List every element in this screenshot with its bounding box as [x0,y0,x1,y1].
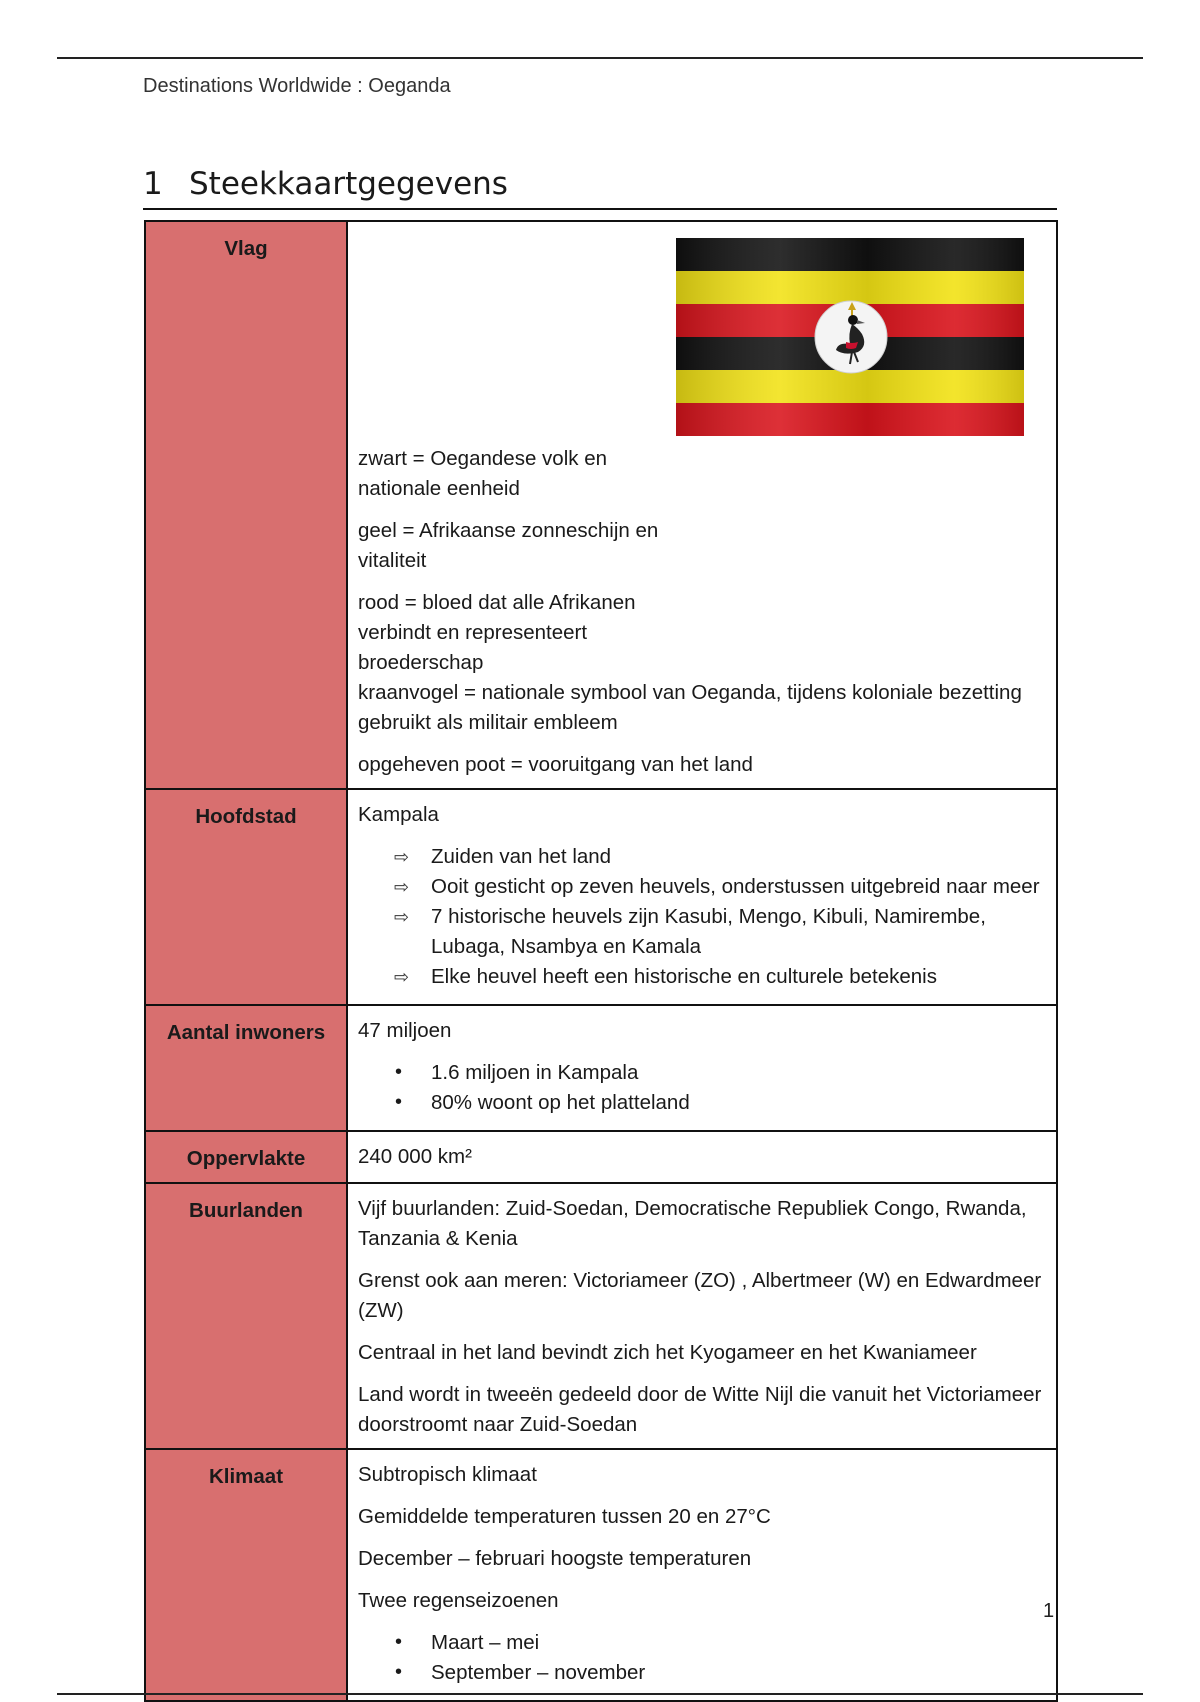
vlag-item-leg: opgeheven poot = vooruitgang van het land [358,753,753,776]
arrow-icon: ⇨ [394,847,410,867]
label-buurlanden: Buurlanden [145,1183,347,1449]
label-oppervlakte: Oppervlakte [145,1131,347,1183]
row-vlag [145,221,1057,789]
list-item-text: 7 historische heuvels zijn Kasubi, Mengo, Kibuli, Namirembe, Lubaga, Nsambya en Kamala [431,905,986,958]
inwoners-value: 47 miljoen [358,1019,452,1042]
content-oppervlakte [347,1131,1057,1183]
label-hoofdstad: Hoofdstad [145,789,347,1005]
vlag-item-black: zwart = Oegandese volk en nationale eenheid [358,447,607,500]
hoofdstad-list [358,842,1044,992]
inwoners-list [358,1058,1044,1118]
running-header: Destinations Worldwide : Oeganda [143,75,451,97]
klimaat-item: Gemiddelde temperaturen tussen 20 en 27°C [358,1505,771,1528]
row-oppervlakte [145,1131,1057,1183]
list-item [358,842,1044,872]
vlag-item-red: rood = bloed dat alle Afrikanen verbindt en representeert broederschap [358,591,636,674]
vlag-item-yellow: geel = Afrikaanse zonneschijn en vitaliteit [358,519,659,572]
list-item [358,1628,1044,1658]
content-inwoners [347,1005,1057,1131]
content-vlag [347,221,1057,789]
buurlanden-item: Land wordt in tweeën gedeeld door de Witte Nijl die vanuit het Victoriameer doorstroomt naar Zuid-Soedan [358,1383,1042,1436]
klimaat-item: Twee regenseizoenen [358,1589,559,1612]
list-item-text: Zuiden van het land [431,845,612,868]
content-klimaat [347,1449,1057,1701]
klimaat-item: December – februari hoogste temperaturen [358,1547,752,1570]
hoofdstad-value: Kampala [358,803,439,826]
section-title: Steekkaartgegevens [189,166,508,202]
row-buurlanden [145,1183,1057,1449]
list-item-text: 80% woont op het platteland [431,1091,690,1114]
label-inwoners: Aantal inwoners [145,1005,347,1131]
page-number: 1 [1043,1600,1055,1622]
fact-table [144,220,1058,1702]
bullet-icon: • [395,1661,403,1683]
klimaat-list [358,1628,1044,1688]
bullet-icon: • [395,1631,403,1653]
list-item [358,1658,1044,1688]
crane-emblem [815,301,887,373]
label-vlag: Vlag [145,221,347,789]
buurlanden-item: Vijf buurlanden: Zuid-Soedan, Democratische Republiek Congo, Rwanda, Tanzania & Kenia [358,1197,1027,1250]
bullet-icon: • [395,1091,403,1113]
arrow-icon: ⇨ [394,907,410,927]
klimaat-item: Subtropisch klimaat [358,1463,537,1486]
list-item [358,902,1044,962]
header-rule [57,57,1143,59]
section-number: 1 [143,166,163,202]
list-item-text: Maart – mei [431,1631,540,1654]
content-buurlanden [347,1183,1057,1449]
list-item [358,962,1044,992]
list-item [358,872,1044,902]
content-hoofdstad [347,789,1057,1005]
buurlanden-item: Centraal in het land bevindt zich het Kyogameer en het Kwaniameer [358,1341,977,1364]
row-inwoners [145,1005,1057,1131]
buurlanden-item: Grenst ook aan meren: Victoriameer (ZO) , Albertmeer (W) en Edwardmeer (ZW) [358,1269,1042,1322]
vlag-item-crane: kraanvogel = nationale symbool van Oeganda, tijdens koloniale bezetting gebruikt als militair embleem [358,681,1022,734]
list-item-text: 1.6 miljoen in Kampala [431,1061,639,1084]
label-klimaat: Klimaat [145,1449,347,1701]
arrow-icon: ⇨ [394,967,410,987]
list-item-text: September – november [431,1661,646,1684]
list-item-text: Elke heuvel heeft een historische en culturele betekenis [431,965,937,988]
footer-rule [57,1693,1143,1695]
list-item-text: Ooit gesticht op zeven heuvels, onderstussen uitgebreid naar meer [431,875,1040,898]
list-item [358,1088,1044,1118]
section-heading [143,166,1057,210]
arrow-icon: ⇨ [394,877,410,897]
row-klimaat [145,1449,1057,1701]
row-hoofdstad [145,789,1057,1005]
uganda-flag-image [676,238,1024,436]
oppervlakte-value: 240 000 km² [358,1145,472,1168]
list-item [358,1058,1044,1088]
bullet-icon: • [395,1061,403,1083]
